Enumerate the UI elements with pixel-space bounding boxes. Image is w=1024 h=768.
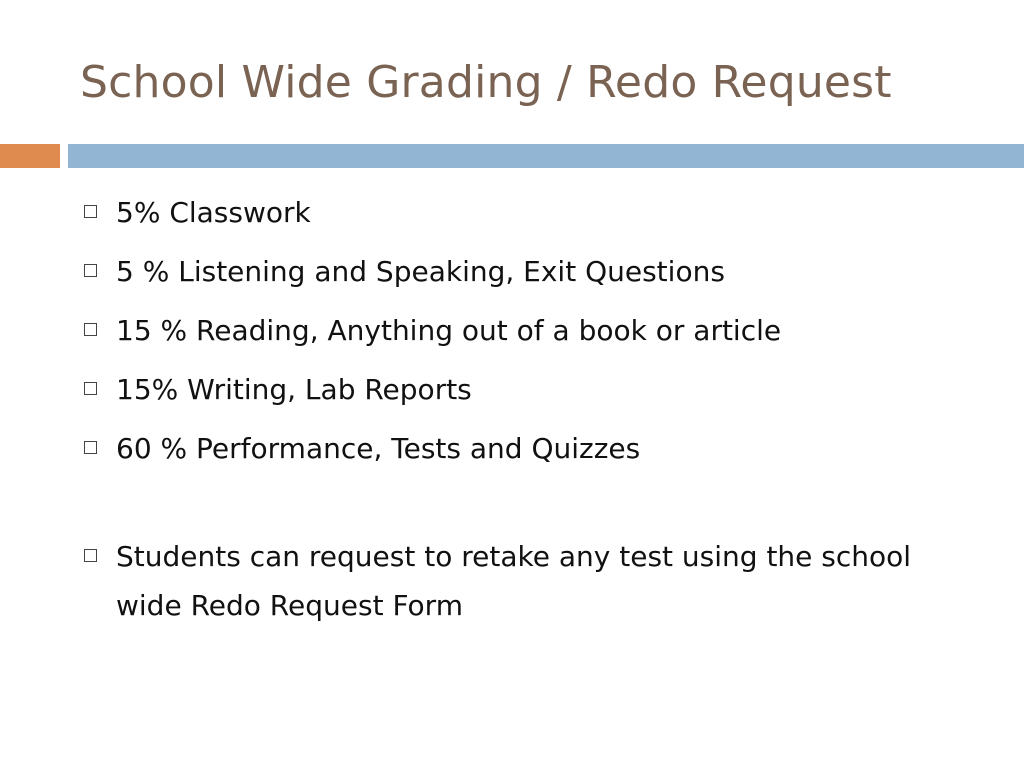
bullet-item (84, 188, 984, 237)
bullet-text: 5 % Listening and Speaking, Exit Questions (116, 255, 725, 288)
slide-title: School Wide Grading / Redo Request (80, 57, 892, 108)
bullet-text: 5% Classwork (116, 196, 311, 229)
bullet-item (84, 365, 984, 414)
hollow-square-icon (84, 441, 97, 454)
hollow-square-icon (84, 264, 97, 277)
accent-bar-blue (68, 144, 1024, 168)
hollow-square-icon (84, 323, 97, 336)
bullet-list (84, 188, 984, 640)
bullet-text: 15% Writing, Lab Reports (116, 373, 472, 406)
hollow-square-icon (84, 549, 97, 562)
hollow-square-icon (84, 205, 97, 218)
hollow-square-icon (84, 382, 97, 395)
bullet-item (84, 424, 984, 473)
bullet-item (84, 247, 984, 296)
bullet-text: 15 % Reading, Anything out of a book or article (116, 314, 782, 347)
bullet-item (84, 306, 984, 355)
bullet-item (84, 532, 984, 630)
bullet-text: Students can request to retake any test using the school wide Redo Request Form (116, 540, 912, 622)
bullet-text: 60 % Performance, Tests and Quizzes (116, 432, 641, 465)
accent-bar-orange (0, 144, 60, 168)
